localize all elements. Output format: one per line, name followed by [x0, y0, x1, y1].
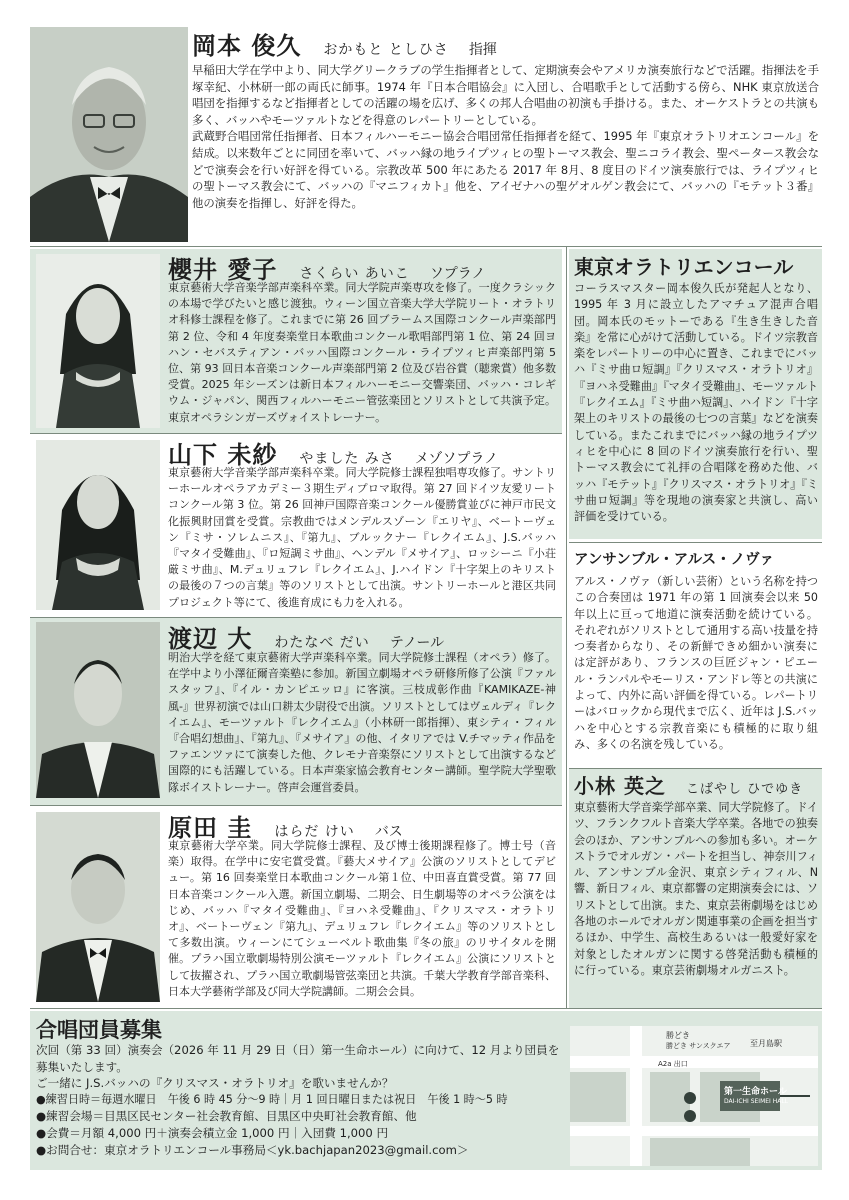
conductor-bio-p2: 武蔵野合唱団常任指揮者、日本フィルハーモニー協会合唱団常任指揮者を経て、1995 年『東京オラトリオエンコール』を結成。以来数年ごとに同団を率いて、バッハ縁の地ライプツィヒの聖トーマス教会、聖ニコライ教会、聖ペータース教会などで演奏会を行い好評を得ている。宗教改革 500 年にあたる 2017 年 8月、8 度目のドイツ演奏旅行では、ライプツィヒの聖トーマス教会にて、バッハの『マニフィカト』他を、アイゼナハの聖ゲオルゲン教会にて、バッハの『モテット３番』他の演奏を指揮し、好評を得た。: [192, 129, 819, 210]
singer-reading-4: はらだ けい: [274, 824, 355, 840]
singer-reading-2: やました みさ: [299, 451, 395, 467]
singer-photo-sakurai: [36, 254, 160, 428]
access-map: [570, 1026, 818, 1166]
singer-photo-yamashita: [36, 440, 160, 610]
map-label-hall: 第一生命ホール: [724, 1087, 787, 1097]
recruit-body: [36, 1042, 564, 1158]
organist-reading: こばやし ひでゆき: [685, 782, 804, 797]
singer-name-4: 原田 圭: [168, 813, 253, 842]
map-label-kachidoki: 勝どき: [666, 1031, 690, 1040]
choir-text: コーラスマスター岡本俊久氏が発起人となり、1995 年 3 月に設立したアマチュア混声合唱団。岡本氏のモットーである『生き生きした音楽』を常に心がけて活動している。ドイツ宗教音楽をレパートリーの中心に置き、これまでにバッハ『ミサ曲ロ短調』『クリスマス・オラトリオ』『ヨハネ受難曲』『マタイ受難曲』、モーツァルト『レクイエム』『ミサ曲ハ短調』、ハイドン『十字架上のキリストの最後の七つの言葉』などを演奏している。またこれまでにバッハ縁の地ライプツィヒを中心に 8 回のドイツ演奏旅行を行い、聖トーマス教会にて礼拝の合唱隊を務めた他、バッハ『モテット』『クリスマス・オラトリオ』『ミサ曲ロ短調』等を現地の演奏家と共演し、高い評価を受けている。: [574, 282, 818, 524]
singer-role-2: メゾソプラノ: [414, 451, 498, 467]
recruit-line-2: ご一緒に J.S.バッハの『クリスマス・オラトリオ』を歌いませんか？: [36, 1076, 394, 1091]
recruit-line-6: ●お問合せ：東京オラトリエンコール事務局＜yk.bachjapan2023@gmail.com＞: [36, 1142, 469, 1157]
singer-role-3: テノール: [389, 635, 445, 651]
choir-title: 東京オラトリエンコール: [574, 255, 794, 279]
map-label-tsukishima: 至月島駅: [750, 1039, 782, 1048]
ensemble-title: アンサンブル・アルス・ノヴァ: [574, 552, 774, 568]
singer-reading-1: さくらい あいこ: [299, 266, 410, 282]
singer-bio-4: 東京藝術大学卒業。同大学院修士課程、及び博士後期課程修了。博士号（音楽）取得。在学中に安宅賞受賞。『藝大メサイア』公演のソリストとしてデビュー。第 16 回奏楽堂日本歌曲コンクール第１位、中田喜直賞受賞。第 77 回日本音楽コンクール入選。新国立劇場、二期会、日生劇場等のオペラ公演をはじめ、バッハ『マタイ受難曲』、『ヨハネ受難曲』、『クリスマス・オラトリオ』、ベートーヴェン『第九』、デュリュフレ『レクイエム』等のソリストとして多数出演。ウィーンにてシューベルト歌曲集『冬の旅』のリサイタルを開催。プラハ国立歌劇場特別公演モーツァルト『レクイエム』公演にソリストとして抜擢され、プラハ国立歌劇場管弦楽団と共演。千葉大学教育学部音楽科、日本大学藝術学部及び同大学院講師。二期会会員。: [168, 839, 556, 998]
conductor-name: 岡本 俊久: [192, 31, 302, 60]
singer-name-3: 渡辺 大: [168, 624, 253, 653]
recruit-line-4: ●練習会場＝目黒区民センター社会教育館、目黒区中央町社会教育館、他: [36, 1109, 417, 1124]
singer-name-1: 櫻井 愛子: [168, 255, 278, 284]
singer-bio-1: 東京藝術大学音楽学部声楽科卒業。同大学院声楽専攻を修了。一度クラシックの本場で学びたいと感じ渡独。ウィーン国立音楽大学大学院リート・オラトリオ科修士課程を修了。これまでに第 26 回ブラームス国際コンクール声楽部門第 2 位、令和 4 年度奏楽堂日本歌曲コンクール歌唱部門第 1 位、第 24 回ヨハン・セバスティアン・バッハ国際コンクール・ライプツィヒ声楽部門第 5 位、第 93 回日本音楽コンクール声楽部門第 2 位及び岩谷賞（聴衆賞）他多数受賞。2025 年シーズンは新日本フィルハーモニー交響楽団、バッハ・コレギウム・ジャパン、関西フィルハーモニー管弦楽団とソリストとして共演予定。東京オペラシンガーズヴォイストレーナー。: [168, 281, 556, 424]
recruit-line-3: ●練習日時＝毎週水曜日 午後 6 時 45 分～9 時｜月 1 回日曜日または祝日 午後 1 時～5 時: [36, 1092, 508, 1106]
organist-text: 東京藝術大学音楽学部卒業、同大学院修了。ドイツ、フランクフルト音楽大学卒業。各地での独奏会のほか、アンサンブルへの参加も多い。オーケストラでオルガン・パートを担当し、神奈川フィル、アンサンブル金沢、東京シティフィル、N響、新日フィル、東京都響の定期演奏会には、ソリストとして出演。また、東京芸術劇場をはじめ各地のホールでオルガン関連事業の企画を担当するほか、中学生、高校生あるいは一般愛好家を対象としたオルガンに関する啓発活動も積極的に行っている。東京芸術劇場オルガニスト。: [574, 801, 818, 977]
singer-reading-3: わたなべ だい: [274, 635, 370, 651]
singer-bio-3: 明治大学を経て東京藝術大学声楽科卒業。同大学院修士課程（オペラ）修了。在学中より小澤征爾音楽塾に参加。新国立劇場オペラ研修所修了公演『ファルスタッフ』、『イル・カンピエッロ』に客演。三枝成彰作曲『KAMIKAZE-神風-』世界初演では山口耕太少尉役で出演。ソリストとしてはヴェルディ『レクイエム』、モーツァルト『レクイエム』（小林研一郎指揮）、東シティ・フィル『合唱幻想曲』、『第九』、『メサイア』の他、イタリアでは V.チマッティ作品をファエンツァにて演奏した他、クレモナ音楽祭にソリストとして出演するなど国際的にも活躍している。日本声楽家協会教育センター講師。聖学院大学聖歌隊ボイストレーナー。啓声会運営委員。: [168, 651, 556, 794]
recruit-line-1: 次回（第 33 回）演奏会（2026 年 11 月 29 日（日）第一生命ホール）に向けて、12 月より団員を募集いたします。: [36, 1043, 560, 1074]
singer-role-1: ソプラノ: [429, 266, 486, 282]
singer-name-2: 山下 未紗: [168, 440, 278, 469]
map-label-kachidoki-sub: 勝どき サンスクエア: [666, 1042, 731, 1050]
recruit-title: 合唱団員募集: [36, 1017, 162, 1042]
organist-name: 小林 英之: [574, 774, 666, 798]
ensemble-text: アルス・ノヴァ（新しい芸術）という名称を持つこの合奏団は 1971 年の第 1 回演奏会以来 50 年以上に亘って地道に演奏活動を続けている。それぞれがソリストとして通用する高い技量を持つ奏者からなり、その新鮮できめ細かい演奏には定評があり、フランスの巨匠ジャン・ピエール・ランパルやモーリス・アンドレ等との共演によって、内外に高い評価を得ている。レパートリーはバロックから現代まで広く、近年は J.S.バッハを中心とする宗教音楽にも積極的に取り組み、多くの名演を残している。: [574, 575, 818, 751]
conductor-reading: おかもと としひさ: [323, 42, 449, 58]
map-label-exit: A2a 出口: [658, 1060, 688, 1068]
conductor-bio: [192, 62, 819, 211]
singer-photo-harada: [36, 812, 160, 1002]
map-label-hall-sub: DAI-ICHI SEIMEI HALL: [724, 1098, 789, 1105]
singer-role-4: バス: [374, 824, 403, 840]
conductor-photo: [30, 27, 188, 242]
singer-bio-2: 東京藝術大学音楽学部声楽科卒業。同大学院修士課程独唱専攻修了。サントリーホールオペラアカデミー３期生ディプロマ取得。第 27 回ドイツ友愛リートコンクール第 3 位。第 26 回神戸国際音楽コンクール優勝賞並びに神戸市民文化振興財団賞を受賞。宗教曲ではメンデルスゾーン『エリヤ』、ベートーヴェン『ミサ・ソレムニス』、『第九』、ブルックナー『レクイエム』、J.S.バッハ『マタイ受難曲』、『ロ短調ミサ曲』、ヘンデル『メサイア』、ロッシーニ『小荘厳ミサ曲』、M.デュリュフレ『レクイエム』、J.ハイドン『十字架上のキリストの最後の７つの言葉』等のソリストとして出演。サントリーホールと港区共同プロジェクト等にて、後進育成にも力を入れる。: [168, 466, 556, 609]
singer-photo-watanabe: [36, 622, 160, 798]
recruit-line-5: ●会費＝月額 4,000 円＋演奏会積立金 1,000 円｜入団費 1,000 円: [36, 1125, 389, 1140]
conductor-role: 指揮: [468, 42, 497, 58]
conductor-bio-p1: 早稲田大学在学中より、同大学グリークラブの学生指揮者として、定期演奏会やアメリカ演奏旅行などで活躍。指揮法を手塚幸紀、小林研一郎の両氏に師事。1974 年『日本合唱協会』に入団し、合唱歌手として活動する傍ら、NHK 東京放送合唱団を指揮するなど指揮者としての活躍の場を広げ、多くの邦人合唱曲の初演も手掛ける。また、オーケストラとの共演も多く、バッハやモーツァルトなどを得意のレパートリーとしている。: [192, 63, 819, 127]
